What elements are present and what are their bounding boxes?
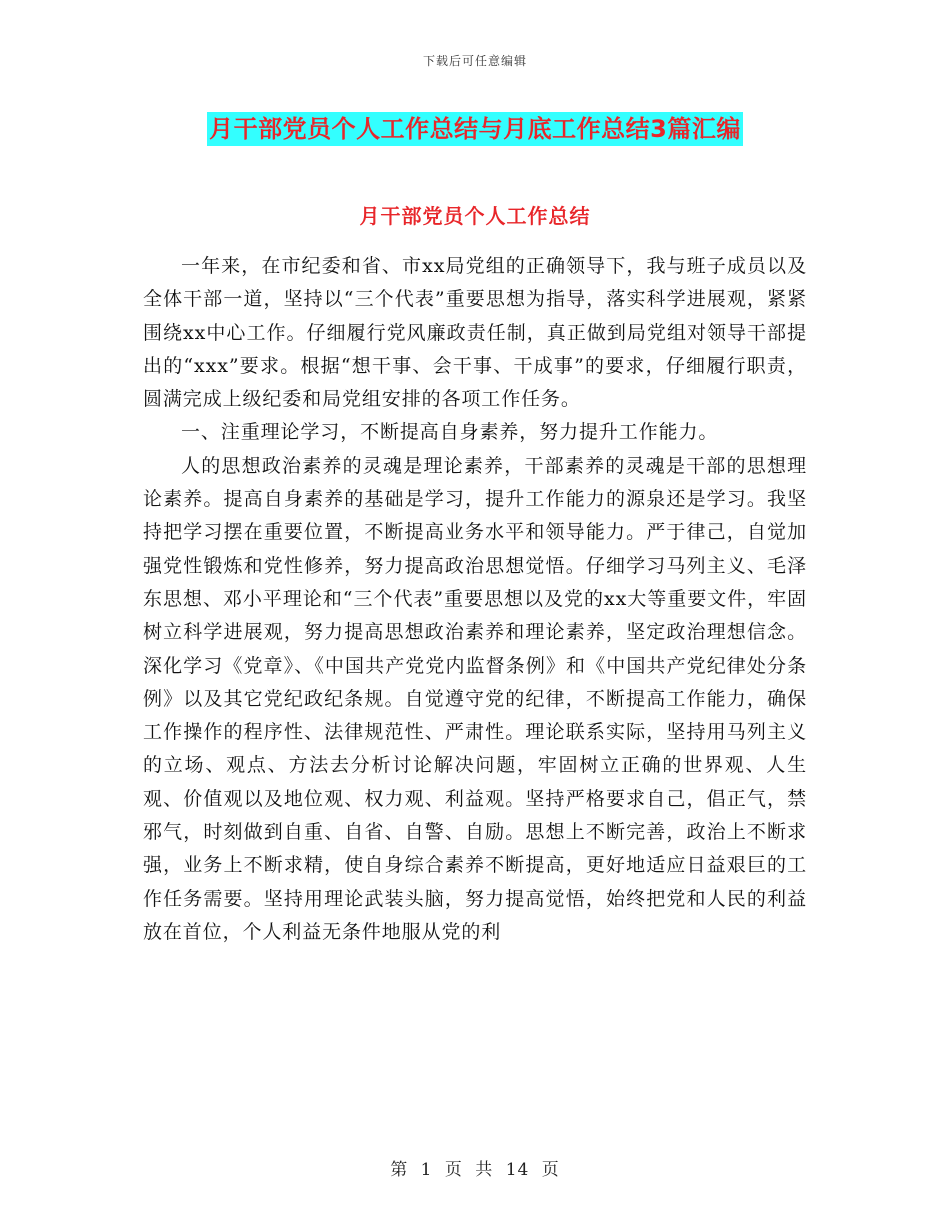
document-title: 月干部党员个人工作总结与月底工作总结3篇汇编 [207, 112, 743, 146]
document-title-container [0, 112, 950, 146]
paragraph-heading-one: 一、注重理论学习，不断提高自身素养，努力提升工作能力。 [181, 421, 719, 444]
paragraph-theory-study: 人的思想政治素养的灵魂是理论素养，干部素养的灵魂是干部的思想理论素养。提高自身素养的基础是学习，提升工作能力的源泉还是学习。我坚持把学习摆在重要位置，不断提高业务水平和领导能力。严于律己，自觉加强党性锻炼和党性修养，努力提高政治思想觉悟。仔细学习马列主义、毛泽东思想、邓小平理论和“三个代表”重要思想以及党的xx大等重要文件，牢固树立科学进展观，努力提高思想政治素养和理论素养，坚定政治理想信念。深化学习《党章》、《中国共产党党内监督条例》和《中国共产党纪律处分条例》以及其它党纪政纪条规。自觉遵守党的纪律，不断提高工作能力，确保工作操作的程序性、法律规范性、严肃性。理论联系实际，坚持用马列主义的立场、观点、方法去分析讨论解决问题，牢固树立正确的世界观、人生观、价值观以及地位观、权力观、利益观。坚持严格要求自己，倡正气，禁邪气，时刻做到自重、自省、自警、自励。思想上不断完善，政治上不断求强，业务上不断求精，使自身综合素养不断提高，更好地适应日益艰巨的工作任务需要。坚持用理论武装头脑，努力提高觉悟，始终把党和人民的利益放在首位，个人利益无条件地服从党的利 [143, 454, 807, 943]
page-header-note: 下载后可任意编辑 [422, 54, 527, 68]
page-number: 第 1 页 共 14 页 [390, 1160, 560, 1180]
document-body [143, 250, 807, 949]
section-title: 月干部党员个人工作总结 [359, 204, 591, 228]
paragraph-intro: 一年来，在市纪委和省、市xx局党组的正确领导下，我与班子成员以及全体干部一道，坚持以“三个代表”重要思想为指导，落实科学进展观，紧紧围绕xx中心工作。仔细履行党风廉政责任制，真正做到局党组对领导干部提出的“xxx”要求。根据“想干事、会干事、干成事”的要求，仔细履行职责，圆满完成上级纪委和局党组安排的各项工作任务。 [143, 255, 807, 411]
